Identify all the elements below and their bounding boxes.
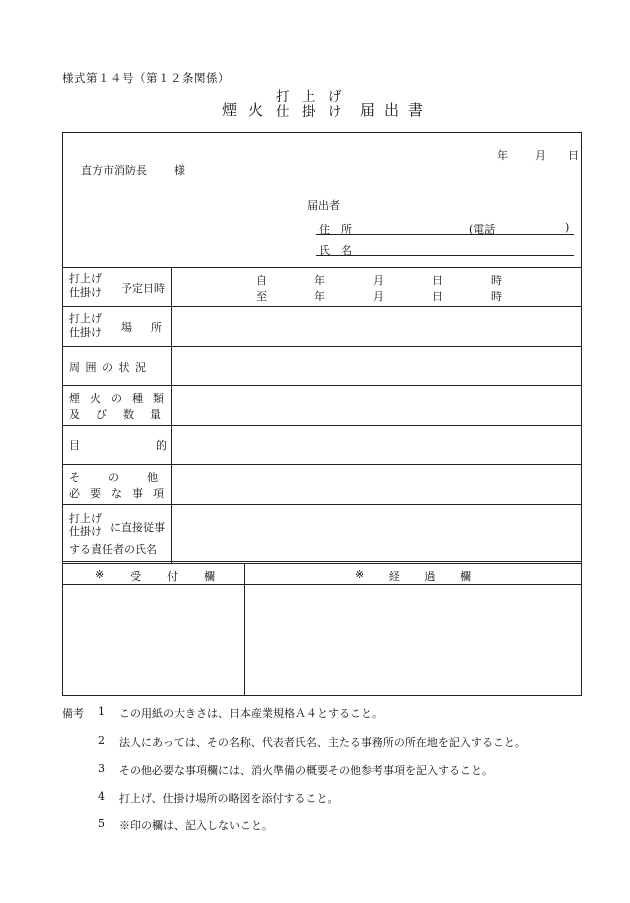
applicant-label: 届出者	[307, 199, 340, 212]
page-title	[0, 89, 630, 126]
note-text: その他必要な事項欄には、消火準備の概要その他参考事項を記入すること。	[119, 764, 493, 777]
fireworks-field[interactable]	[173, 387, 579, 423]
reception-field	[65, 587, 241, 693]
fireworks-label-line2: 及び数量	[69, 408, 177, 421]
notes-heading: 備考	[62, 707, 84, 720]
honorific: 様	[174, 164, 185, 177]
note-text: 打上げ、仕掛け場所の略図を添付すること。	[119, 792, 339, 805]
other-field[interactable]	[173, 466, 579, 502]
other-label-line1: その他	[69, 471, 186, 484]
note-text: この用紙の大きさは、日本産業規格Ａ４とすること。	[119, 707, 383, 720]
surroundings-label: 周囲の状況	[69, 361, 152, 374]
schedule-to-day: 日	[432, 290, 443, 303]
address-field[interactable]	[316, 234, 574, 235]
schedule-from-day: 日	[432, 274, 443, 287]
reception-header: ※ 受 付 欄	[95, 568, 215, 583]
title-stack: 上 掛	[302, 89, 316, 120]
schedule-to-month: 月	[373, 290, 384, 303]
schedule-from-month: 月	[373, 274, 384, 287]
fireworks-label-line1: 煙火の種類	[69, 392, 174, 405]
name-field[interactable]	[316, 255, 574, 256]
other-label-line2: 必要な事項	[69, 487, 174, 500]
title-char: 書	[408, 101, 424, 119]
form-table	[62, 132, 582, 696]
surroundings-field[interactable]	[173, 348, 579, 384]
note-num: 2	[98, 734, 105, 747]
title-stack: 打 仕	[276, 89, 290, 120]
place-label-stack: 打上げ 仕掛け	[69, 312, 102, 339]
schedule-label: 予定日時	[121, 282, 165, 295]
schedule-to: 至	[256, 290, 267, 303]
title-char: 出	[384, 101, 400, 119]
title-char: 火	[248, 101, 264, 119]
note-num: 3	[98, 762, 105, 775]
progress-field	[247, 587, 579, 693]
place-label: 場 所	[121, 321, 166, 334]
note-num: 1	[98, 705, 105, 718]
note-num: 5	[98, 817, 105, 830]
phone-close: )	[565, 221, 570, 234]
address-label: 住 所	[319, 223, 352, 236]
date-month: 月	[535, 149, 546, 162]
title-char: 煙	[222, 101, 238, 119]
title-char: 届	[360, 101, 376, 119]
note-num: 4	[98, 790, 105, 803]
addressee: 直方市消防長	[81, 164, 147, 177]
purpose-label-a: 目	[69, 439, 80, 452]
schedule-from-year: 年	[314, 274, 325, 287]
form-number: 様式第１４号（第１２条関係）	[62, 71, 230, 85]
name-label: 氏 名	[319, 244, 352, 257]
schedule-from-hour: 時	[491, 274, 502, 287]
schedule-to-hour: 時	[491, 290, 502, 303]
responsible-label-tail: に直接従事	[110, 521, 165, 534]
date-day: 日	[568, 149, 579, 162]
note-text: 法人にあっては、その名称、代表者氏名、主たる事務所の所在地を記入すること。	[119, 736, 526, 749]
title-stack: げ け	[328, 89, 342, 120]
responsible-field[interactable]	[173, 506, 579, 560]
purpose-field[interactable]	[173, 427, 579, 463]
schedule-from: 自	[256, 274, 267, 287]
note-text: ※印の欄は、記入しないこと。	[119, 819, 273, 832]
schedule-label-stack: 打上げ 仕掛け	[69, 272, 102, 299]
place-field[interactable]	[173, 308, 579, 344]
progress-header: ※ 経 過 欄	[355, 568, 471, 583]
responsible-label-stack: 打上げ 仕掛け	[69, 512, 102, 538]
date-year: 年	[497, 149, 508, 162]
responsible-label-line2: する責任者の氏名	[69, 543, 157, 556]
schedule-to-year: 年	[314, 290, 325, 303]
purpose-label-b: 的	[156, 439, 167, 452]
phone-label: (電話	[469, 223, 496, 236]
